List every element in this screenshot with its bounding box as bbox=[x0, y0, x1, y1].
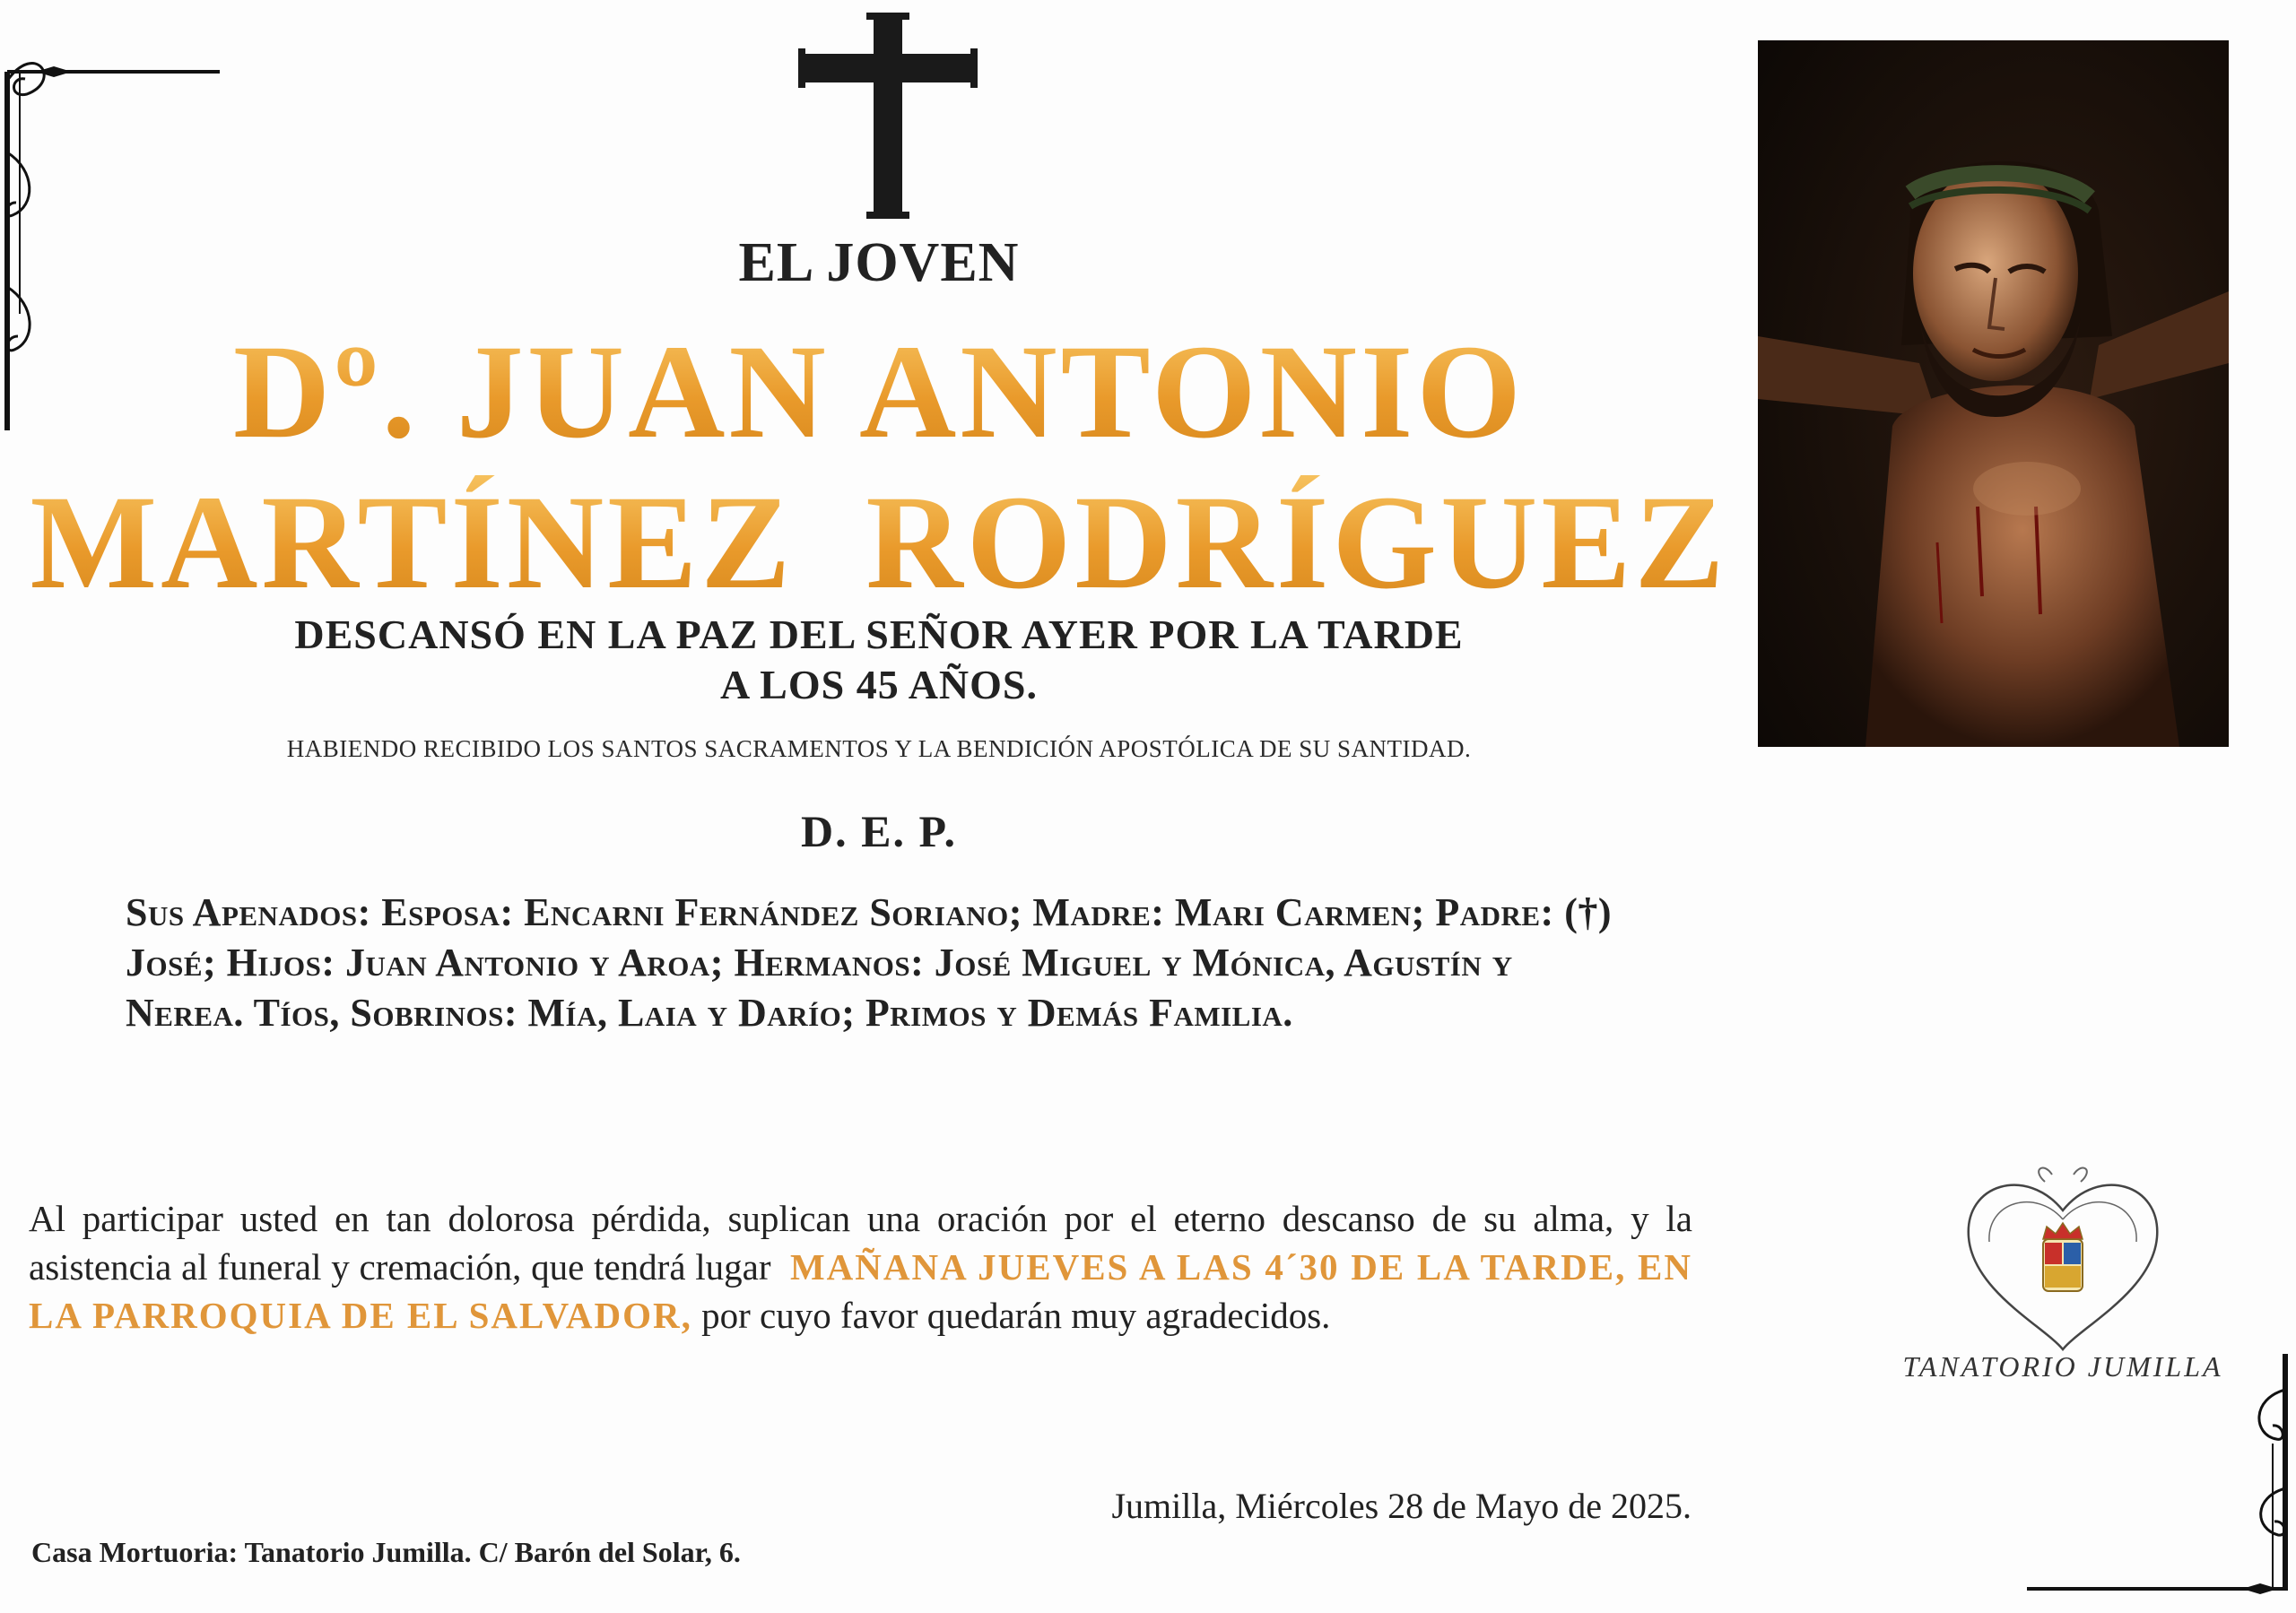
deceased-surname-1: MARTÍNEZ bbox=[30, 468, 795, 617]
pre-title: EL JOVEN bbox=[738, 232, 1020, 293]
rest-statement-line-2: A LOS 45 AÑOS. bbox=[720, 662, 1038, 707]
place-date: Jumilla, Miércoles 28 de Mayo de 2025. bbox=[1111, 1486, 1692, 1526]
funeral-invitation bbox=[29, 1194, 1692, 1340]
deceased-surname-2: RODRÍGUEZ bbox=[865, 468, 1728, 617]
invitation-text-after: por cuyo favor quedarán muy agradecidos. bbox=[701, 1295, 1331, 1336]
crucified-christ-image bbox=[1758, 40, 2229, 747]
rest-statement-line-1: DESCANSÓ EN LA PAZ DEL SEÑOR AYER POR LA TARDE bbox=[294, 611, 1464, 657]
sacraments-note: HABIENDO RECIBIDO LOS SANTOS SACRAMENTOS Y LA BENDICIÓN APOSTÓLICA DE SU SANTIDAD. bbox=[286, 735, 1472, 762]
family-mourners: Sus Apenados: Esposa: Encarni Fernández Soriano; Madre: Mari Carmen; Padre: (†) José; Hijos: Juan Antonio y Aroa; Hermanos: José Miguel y Mónica, Agustín y Nerea. Tíos, Sobrinos: Mía, Laia y Darío; Primos y Demás Familia. bbox=[126, 890, 1612, 1035]
deceased-name-line-1: Dº. JUAN ANTONIO bbox=[0, 325, 1758, 459]
latin-cross-icon bbox=[798, 13, 978, 219]
logo-text: TANATORIO JUMILLA bbox=[1902, 1350, 2223, 1383]
dep-initials: D. E. P. bbox=[801, 806, 957, 856]
funeral-time-place: MAÑANA JUEVES A LAS 4´30 DE LA TARDE, EN LA PARROQUIA DE EL SALVADOR, bbox=[29, 1246, 1693, 1336]
invitation-text-before: Al participar usted en tan dolorosa pérdida, suplican una oración por el eterno descanso de su alma, y la asistencia al funeral y cremación, que tendrá lugar bbox=[29, 1198, 1692, 1288]
mortuary-address: Casa Mortuoria: Tanatorio Jumilla. C/ Barón del Solar, 6. bbox=[31, 1536, 741, 1568]
heart-crest-logo-icon bbox=[1946, 1157, 2179, 1381]
deceased-name-line-2 bbox=[0, 468, 1758, 617]
